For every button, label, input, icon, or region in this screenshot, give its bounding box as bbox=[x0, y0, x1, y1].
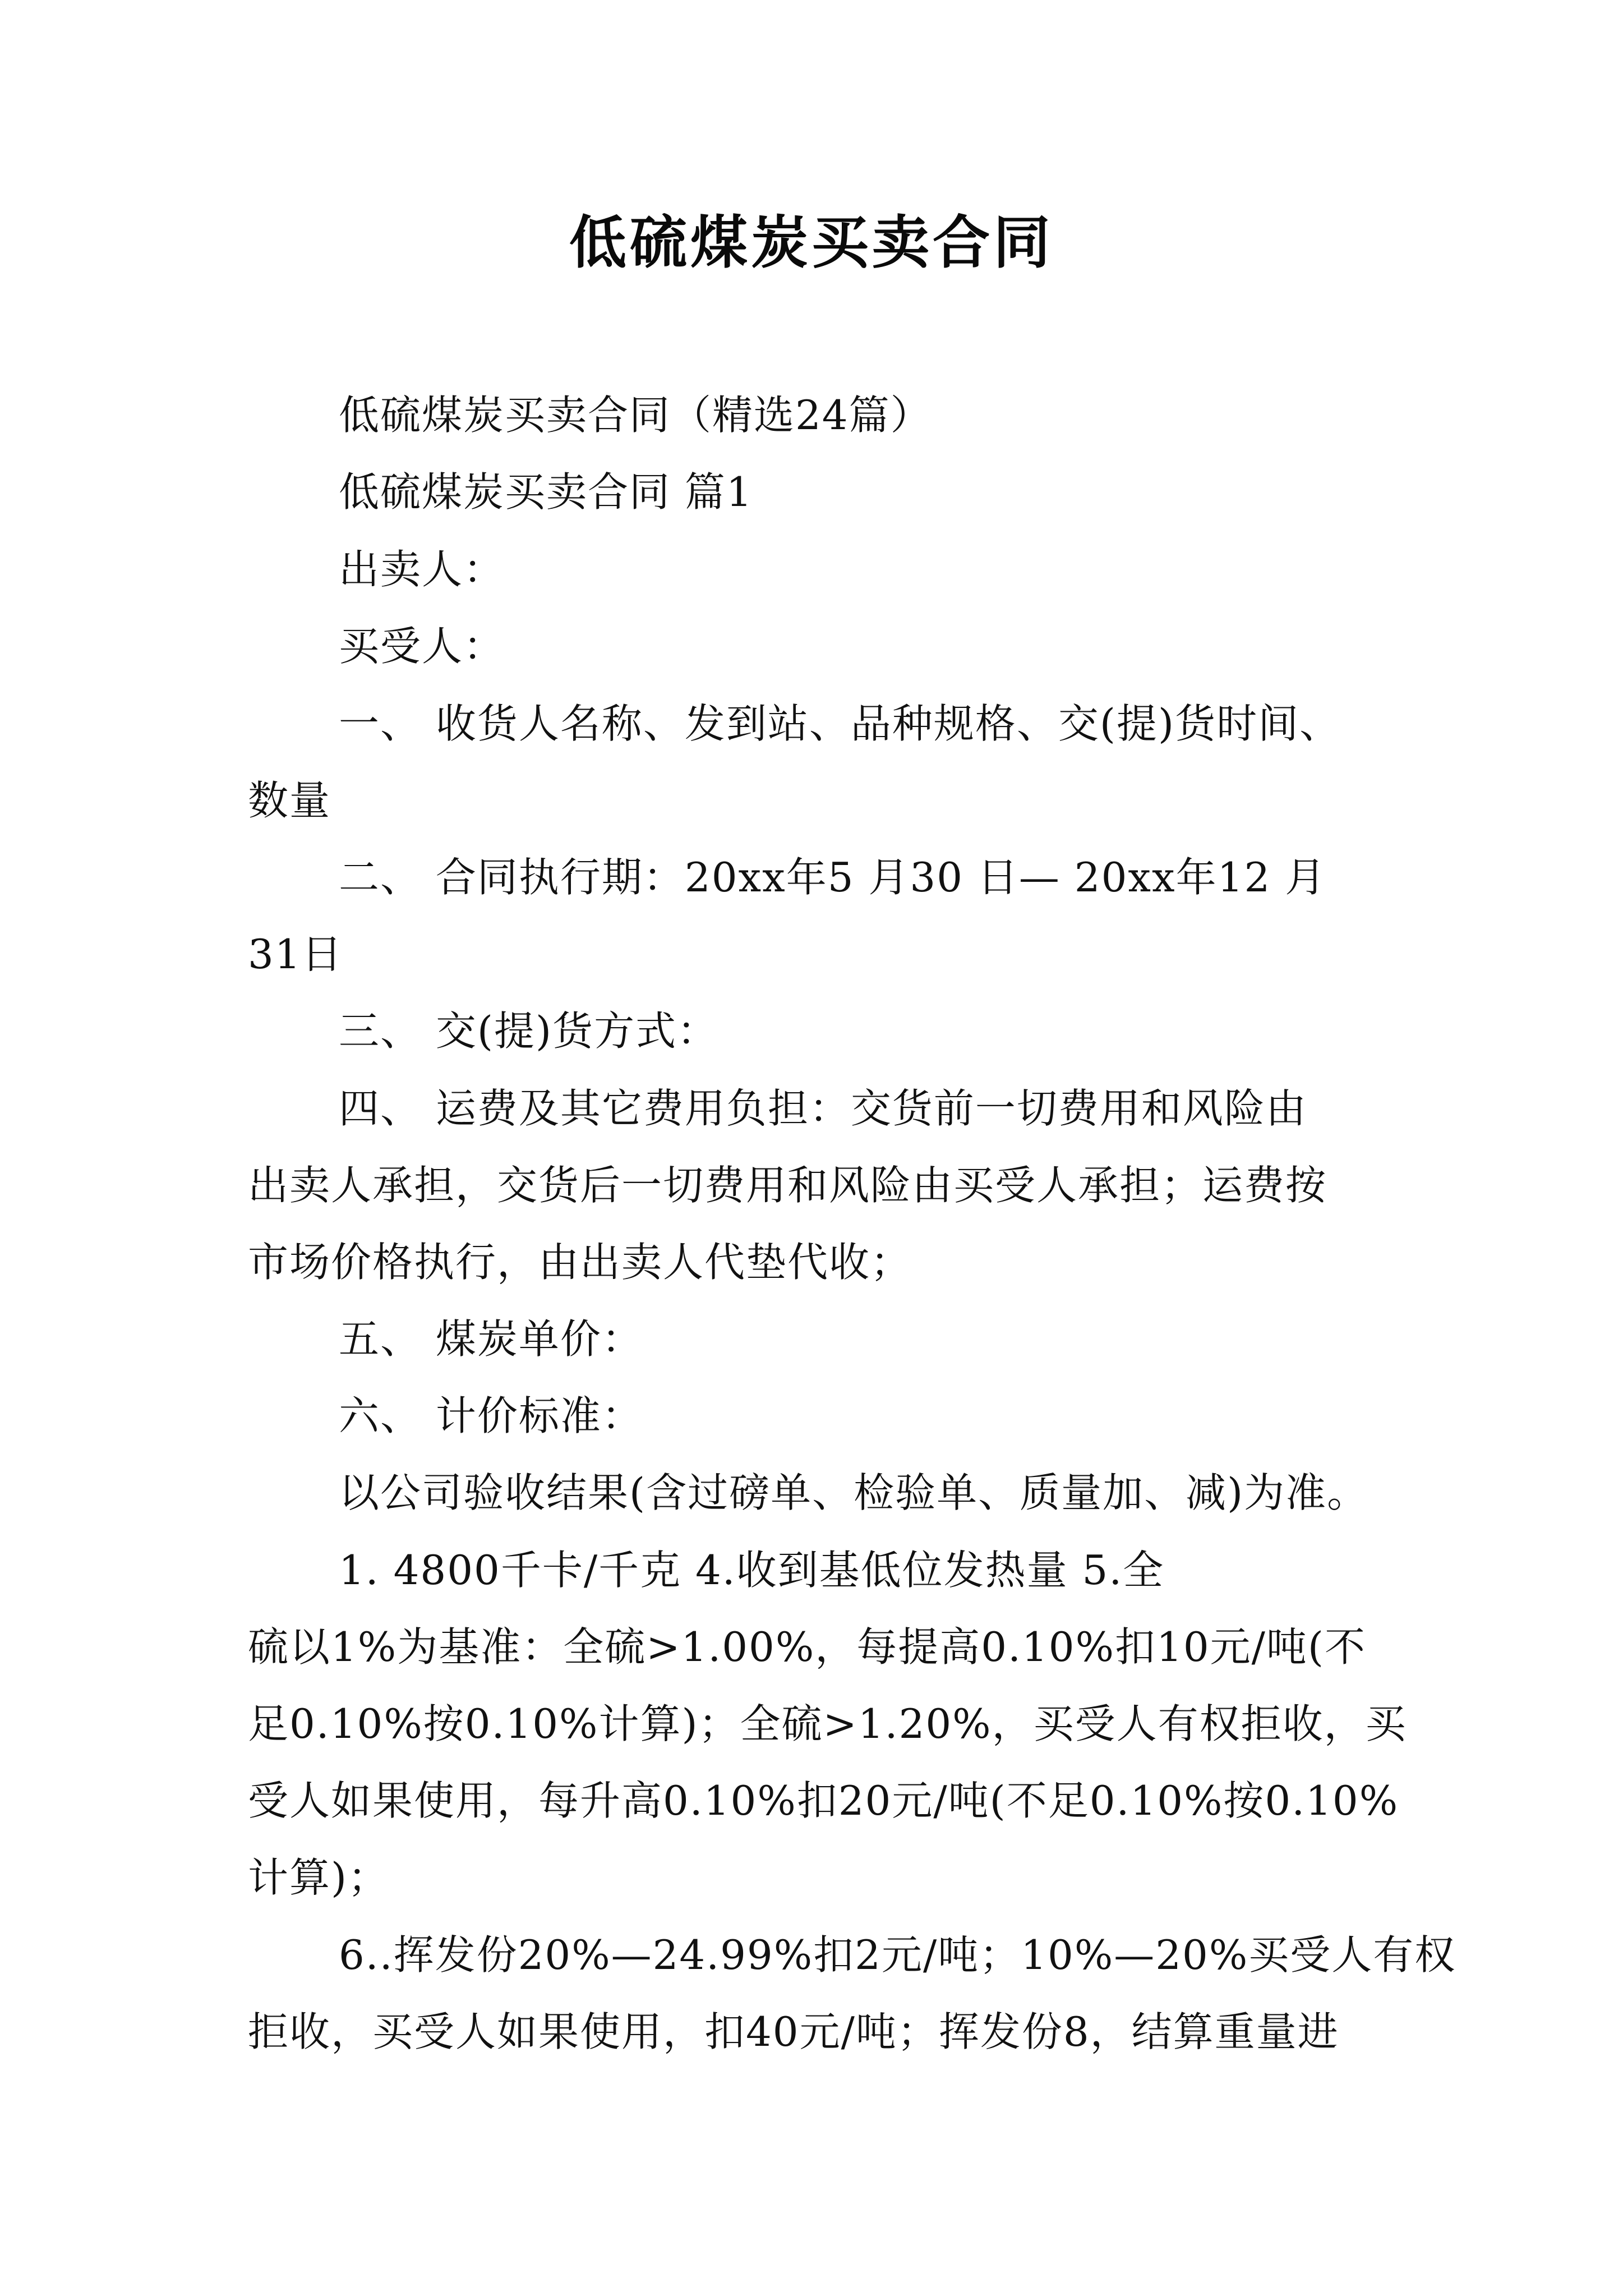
buyer-label: 买受人： bbox=[339, 623, 505, 670]
pricing-item-line-4: 受人如果使用，每升高0.10%扣20元/吨(不足0.10%按0.10% bbox=[248, 1777, 1399, 1824]
clause-4-line-2: 出卖人承担，交货后一切费用和风险由买受人承担；运费按 bbox=[248, 1162, 1327, 1209]
clause-6-line: 六、 计价标准： bbox=[339, 1392, 643, 1439]
volatile-item-line-2: 拒收，买受人如果使用，扣40元/吨；挥发份8，结算重量进 bbox=[248, 2008, 1339, 2055]
clause-3-line: 三、 交(提)货方式： bbox=[339, 1007, 719, 1055]
volatile-item-line-1: 6..挥发份20%—24.99%扣2元/吨；10%—20%买受人有权 bbox=[339, 1931, 1456, 1978]
pricing-item-line-2: 硫以1%为基准：全硫>1.00%，每提高0.10%扣10元/吨(不 bbox=[248, 1623, 1366, 1671]
clause-6-basis-line: 以公司验收结果(含过磅单、检验单、质量加、减)为准。 bbox=[339, 1469, 1369, 1516]
pricing-item-line-3: 足0.10%按0.10%计算)；全硫>1.20%，买受人有权拒收，买 bbox=[248, 1700, 1407, 1747]
pricing-item-line-5: 计算)； bbox=[248, 1854, 390, 1901]
clause-2-line-1: 二、 合同执行期：20xx年5 月30 日— 20xx年12 月 bbox=[339, 854, 1327, 901]
clause-1-line-2: 数量 bbox=[248, 777, 331, 824]
subtitle-line: 低硫煤炭买卖合同（精选24篇） bbox=[339, 392, 932, 439]
clause-5-line: 五、 煤炭单价： bbox=[339, 1315, 643, 1363]
clause-4-line-3: 市场价格执行，由出卖人代垫代收； bbox=[248, 1239, 912, 1286]
clause-2-line-2: 31日 bbox=[248, 931, 343, 978]
section-heading-line: 低硫煤炭买卖合同 篇1 bbox=[339, 468, 753, 516]
seller-label: 出卖人： bbox=[339, 546, 505, 593]
clause-4-line-1: 四、 运费及其它费用负担：交货前一切费用和风险由 bbox=[339, 1085, 1307, 1132]
document-title: 低硫煤炭买卖合同 bbox=[569, 209, 1054, 277]
pricing-item-line-1: 1. 4800千卡/千克 4.收到基低位发热量 5.全 bbox=[339, 1547, 1165, 1594]
clause-1-line-1: 一、 收货人名称、发到站、品种规格、交(提)货时间、 bbox=[339, 700, 1341, 747]
